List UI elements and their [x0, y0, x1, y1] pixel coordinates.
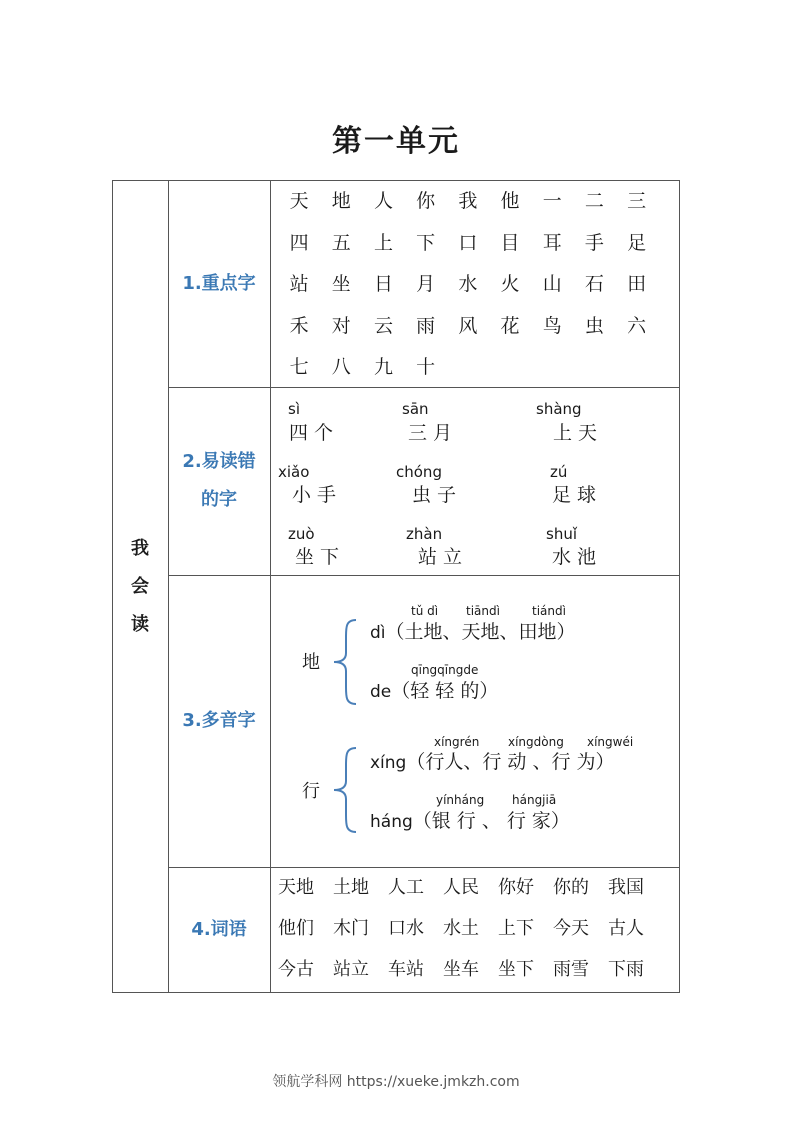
char: 天 — [289, 190, 309, 212]
reading-line — [370, 806, 570, 833]
word-row — [278, 952, 663, 993]
word: 天地 — [278, 877, 314, 898]
vocabulary-grid — [278, 870, 663, 993]
word: 口水 — [388, 918, 424, 939]
char-row — [278, 269, 658, 311]
section-label-polyphonic: 3.多音字 — [182, 710, 256, 731]
char: 地 — [331, 190, 351, 212]
pinyin-annotation: xíngwéi — [587, 735, 634, 749]
char: 五 — [331, 231, 351, 254]
pinyin: sān — [402, 400, 429, 418]
word: 你好 — [498, 877, 534, 898]
char: 鸟 — [542, 314, 562, 337]
word: 人工 — [388, 877, 424, 898]
char: 坐 — [331, 273, 351, 295]
char: 耳 — [542, 231, 562, 254]
reading-pinyin: de — [370, 682, 392, 702]
char: 十 — [416, 356, 436, 378]
column-divider — [270, 180, 271, 993]
word-row — [278, 870, 663, 911]
char: 花 — [500, 314, 520, 337]
word: 他们 — [278, 918, 314, 939]
reading-pinyin: háng — [370, 812, 413, 832]
section-label-vocabulary: 4.词语 — [191, 918, 247, 940]
footer-source: 领航学科网 https://xueke.jmkzh.com — [272, 1074, 520, 1090]
char: 雨 — [416, 314, 436, 337]
pinyin: zuò — [288, 525, 315, 543]
char: 手 — [584, 231, 604, 254]
word: 上天 — [553, 422, 604, 444]
char: 八 — [331, 356, 351, 378]
word: 坐车 — [443, 959, 479, 980]
char: 六 — [627, 314, 647, 337]
char: 下 — [416, 231, 436, 254]
word: 今古 — [278, 959, 314, 980]
word: 古人 — [608, 918, 644, 939]
reading-words: （轻 轻 的） — [391, 680, 499, 702]
word: 今天 — [553, 918, 589, 939]
pinyin-annotation: tiāndì — [466, 604, 500, 618]
char: 禾 — [289, 314, 309, 337]
word: 水池 — [552, 546, 603, 568]
reading-words: （行人、行 动 、行 为） — [406, 751, 615, 773]
page-title: 第一单元 — [332, 124, 460, 159]
char: 虫 — [584, 314, 604, 337]
char: 你 — [416, 190, 436, 212]
char: 四 — [289, 231, 309, 254]
pinyin: zhàn — [406, 525, 443, 543]
side-char: 我 — [131, 537, 149, 559]
char: 足 — [627, 231, 647, 254]
polyphonic-char: 行 — [302, 781, 320, 802]
polyphonic-char: 地 — [302, 652, 320, 673]
char: 我 — [458, 190, 478, 212]
brace-icon — [330, 745, 360, 835]
char: 月 — [416, 273, 436, 295]
reading-words: （银 行 、 行 家） — [412, 810, 570, 832]
reading-pinyin: xíng — [370, 753, 407, 773]
pinyin: chóng — [396, 463, 442, 481]
pinyin-annotation: yínháng — [436, 793, 485, 807]
side-char: 读 — [131, 613, 149, 635]
pinyin-annotation: tiándì — [532, 604, 566, 618]
pinyin: shuǐ — [546, 525, 577, 543]
reading-words: （土地、天地、田地） — [385, 621, 576, 643]
key-characters-grid — [278, 186, 658, 394]
reading-line — [370, 617, 576, 644]
word: 木门 — [333, 918, 369, 939]
word: 足球 — [552, 484, 603, 506]
word: 雨雪 — [553, 959, 589, 980]
reading-line — [370, 676, 498, 703]
char-row — [278, 186, 658, 228]
char: 一 — [542, 190, 562, 212]
side-label — [112, 180, 168, 993]
pinyin: xiǎo — [278, 463, 310, 481]
word: 我国 — [608, 877, 644, 898]
char: 风 — [458, 314, 478, 337]
pinyin: sì — [288, 400, 300, 418]
char-row — [278, 352, 658, 394]
word: 三月 — [408, 422, 459, 444]
brace-icon — [330, 617, 360, 707]
content-table — [112, 180, 680, 993]
word: 站立 — [418, 546, 469, 568]
char: 水 — [458, 273, 478, 295]
reading-pinyin: dì — [370, 623, 386, 643]
word: 坐下 — [498, 959, 534, 980]
table-border-right — [679, 180, 680, 993]
word: 四个 — [289, 422, 340, 444]
section-label-easy-misread: 2.易读错 的字 — [182, 451, 256, 510]
pinyin-annotation: xíngdòng — [508, 735, 564, 749]
word: 土地 — [333, 877, 369, 898]
pinyin: shàng — [536, 400, 582, 418]
char: 七 — [289, 356, 309, 378]
char: 二 — [584, 190, 604, 212]
char: 目 — [500, 231, 520, 254]
char: 山 — [542, 273, 562, 295]
char: 三 — [627, 190, 647, 212]
char: 日 — [373, 273, 393, 295]
pinyin-annotation: qīngqīngde — [411, 663, 479, 677]
word: 虫子 — [412, 484, 463, 506]
pinyin-annotation: xíngrén — [434, 735, 480, 749]
char-row — [278, 311, 658, 353]
char: 他 — [500, 190, 520, 212]
word: 坐下 — [295, 546, 346, 568]
word: 你的 — [553, 877, 589, 898]
word: 车站 — [388, 959, 424, 980]
char: 火 — [500, 273, 520, 295]
word: 下雨 — [608, 959, 644, 980]
char: 田 — [627, 273, 647, 295]
reading-line — [370, 747, 614, 774]
word: 人民 — [443, 877, 479, 898]
side-char: 会 — [131, 575, 149, 597]
word: 上下 — [498, 918, 534, 939]
char-row — [278, 228, 658, 270]
char: 云 — [373, 314, 393, 337]
char: 人 — [373, 190, 393, 212]
char: 对 — [331, 314, 351, 337]
word-row — [278, 911, 663, 952]
pinyin: zú — [550, 463, 568, 481]
char: 石 — [584, 273, 604, 295]
pinyin-annotation: hángjiā — [512, 793, 557, 807]
word: 站立 — [333, 959, 369, 980]
char: 口 — [458, 231, 478, 254]
word: 小手 — [292, 484, 343, 506]
word: 水土 — [443, 918, 479, 939]
char: 站 — [289, 273, 309, 295]
char: 九 — [373, 356, 393, 378]
char: 上 — [373, 231, 393, 254]
pinyin-annotation: tǔ dì — [411, 604, 439, 618]
section-label-key-characters: 1.重点字 — [182, 272, 256, 294]
